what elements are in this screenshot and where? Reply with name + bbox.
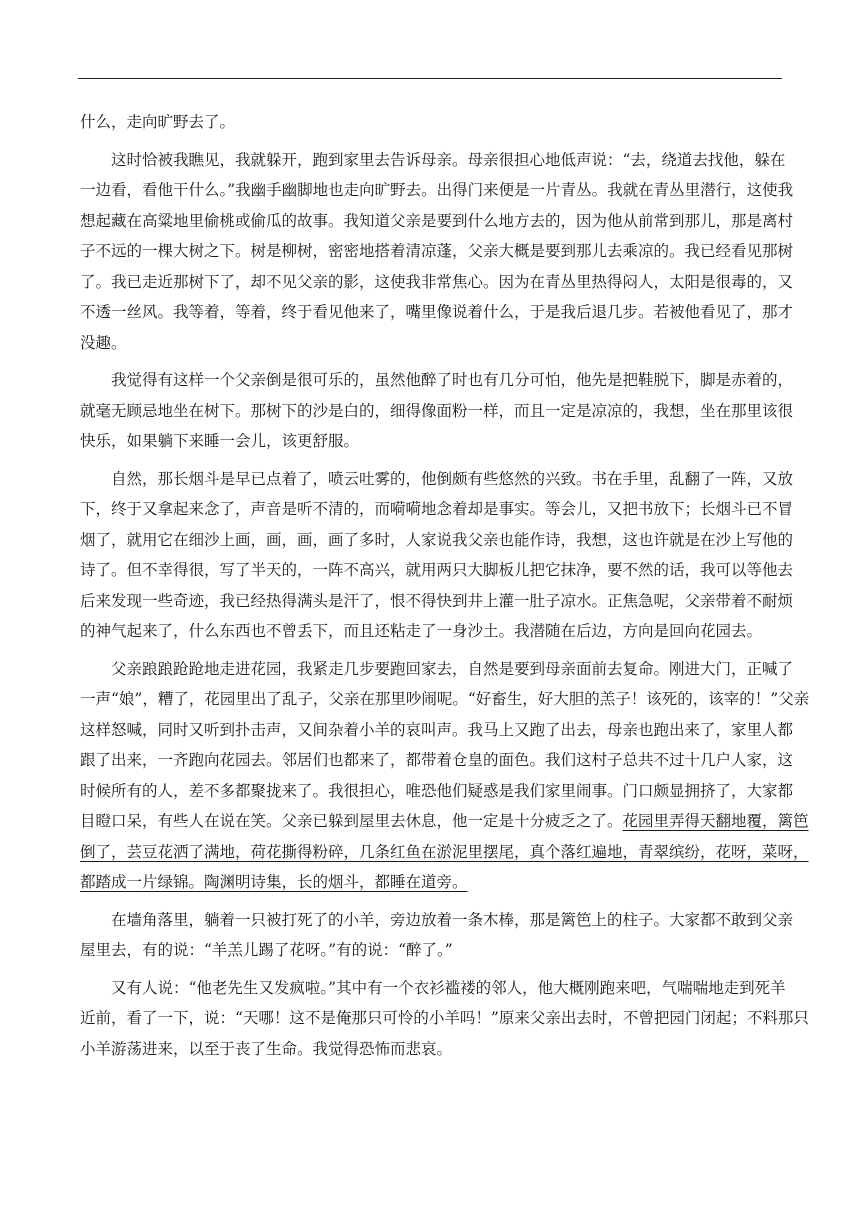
text-line: 子不远的一棵大树之下。树是柳树，密密地搭着清凉蓬，父亲大概是要到那儿去乘凉的。我已经看见那树 (80, 242, 794, 260)
text-line: 小羊游荡进来，以至于丧了生命。我觉得恐怖而悲哀。 (80, 1039, 453, 1058)
text-segment: 目瞪口呆，有些人在说在笑。父亲已躲到屋里去休息，他一定是十分疲乏之了。 (80, 812, 623, 830)
paragraph (80, 654, 810, 898)
body-text (80, 107, 810, 1064)
underlined-text-line: 倒了，芸豆花洒了满地，荷花撕得粉碎，几条红鱼在淤泥里摆尾，真个落红遍地，青翠缤纷，花呀，菜呀， (80, 842, 809, 861)
text-line: 烟了，就用它在细沙上画，画，画，画了多时，人家说我父亲也能作诗，我想，这也许就是在沙上写他的 (80, 530, 794, 549)
text-line: 诗了。但不幸得很，写了半天的，一阵不高兴，就用两只大脚板儿把它抹净，要不然的话，我可以等他去 (80, 561, 794, 579)
text-line: 快乐，如果躺下来睡一会儿，该更舒服。 (80, 432, 360, 450)
paragraph (80, 107, 782, 138)
text-line: 我觉得有这样一个父亲倒是很可乐的，虽然他醉了时也有几分可怕，他先是把鞋脱下，脚是赤着的， (111, 371, 794, 389)
text-line: 自然，那长烟斗是早已点着了，喷云吐雾的，他倒颇有些悠然的兴致。书在手里，乱翻了一阵，又放 (111, 469, 794, 488)
paragraph (80, 145, 794, 359)
text-line: 跟了出来，一齐跑向花园去。邻居们也都来了，都带着仓皇的面色。我们这村子总共不过十几户人家，这 (80, 751, 794, 769)
text-line: 不透一丝风。我等着，等着，终于看见他来了，嘴里像说着什么，于是我后退几步。若被他看见了，那才 (80, 303, 794, 321)
text-line: 想起藏在高粱地里偷桃或偷瓜的故事。我知道父亲是要到什么地方去的，因为他从前常到那儿，那是离村 (80, 211, 794, 230)
text-line: 的神气起来了，什么东西也不曾丢下，而且还粘走了一身沙土。我潜随在后边，方向是回向花园去。 (80, 622, 763, 640)
text-line: 又有人说：“他老先生又发疯啦。”其中有一个衣衫褴褛的邻人，他大概刚跑来吧，气喘喘地走到死羊 (111, 978, 786, 997)
text-line: 一边看，看他干什么。”我幽手幽脚地也走向旷野去。出得门来便是一片青丛。我就在青丛里潜行，这使我 (80, 181, 794, 199)
header-rule (78, 78, 782, 79)
text-line: 这样怒喊，同时又听到扑击声，又间杂着小羊的哀叫声。我马上又跑了出去，母亲也跑出来了，家里人都 (80, 720, 794, 739)
text-line: 下，终于又拿起来念了，声音是听不清的，而嗬嗬地念着却是事实。等会儿，又把书放下；长烟斗已不冒 (80, 500, 794, 518)
text-line: 近前，看了一下，说：“天哪！这不是俺那只可怜的小羊吗！”原来父亲出去时，不曾把园门闭起；不料那只 (80, 1009, 809, 1027)
text-line (80, 806, 809, 837)
text-line: 一声“娘”，糟了，花园里出了乱子，父亲在那里吵闹呢。“好畜生，好大胆的羔子！该死的，该宰的！”父亲 (80, 690, 810, 708)
paragraph (80, 905, 794, 966)
text-line: 父亲踉踉跄跄地走进花园，我紧走几步要跑回家去，自然是要到母亲面前去复命。刚进大门，正喊了 (111, 659, 794, 678)
text-line: 就毫无顾忌地坐在树下。那树下的沙是白的，细得像面粉一样，而且一定是凉凉的，我想，坐在那里该很 (80, 401, 794, 420)
text-line: 了。我已走近那树下了，却不见父亲的影，这使我非常焦心。因为在青丛里热得闷人，太阳是很毒的，又 (80, 272, 794, 291)
paragraph (80, 464, 794, 647)
text-line: 在墙角落里，躺着一只被打死了的小羊，旁边放着一条木棒，那是篱笆上的柱子。大家都不敢到父亲 (111, 910, 794, 929)
paragraph (80, 973, 809, 1065)
text-line: 什么，走向旷野去了。 (80, 113, 236, 131)
text-line: 时候所有的人，差不多都聚拢来了。我很担心，唯恐他们疑惑是我们家里闹事。门口颇显拥挤了，大家都 (80, 781, 794, 800)
text-line: 后来发现一些奇迹，我已经热得满头是汗了，恨不得快到井上灌一肚子凉水。正焦急呢，父亲带着不耐烦 (80, 591, 794, 610)
paragraph (80, 365, 794, 457)
underlined-text: 都踏成一片绿锦。陶渊明诗集，长的烟斗，都睡在道旁。 (80, 873, 468, 891)
underlined-text: 花园里弄得天翻地覆，篱笆 (622, 812, 809, 830)
text-line: 这时恰被我瞧见，我就躲开，跑到家里去告诉母亲。母亲很担心地低声说：“去，绕道去找他，躲在 (111, 150, 786, 169)
underlined-text-line (80, 867, 782, 898)
text-line: 屋里去，有的说：“羊羔儿踢了花呀。”有的说：“醉了。” (80, 941, 453, 959)
text-line: 没趣。 (80, 333, 127, 352)
